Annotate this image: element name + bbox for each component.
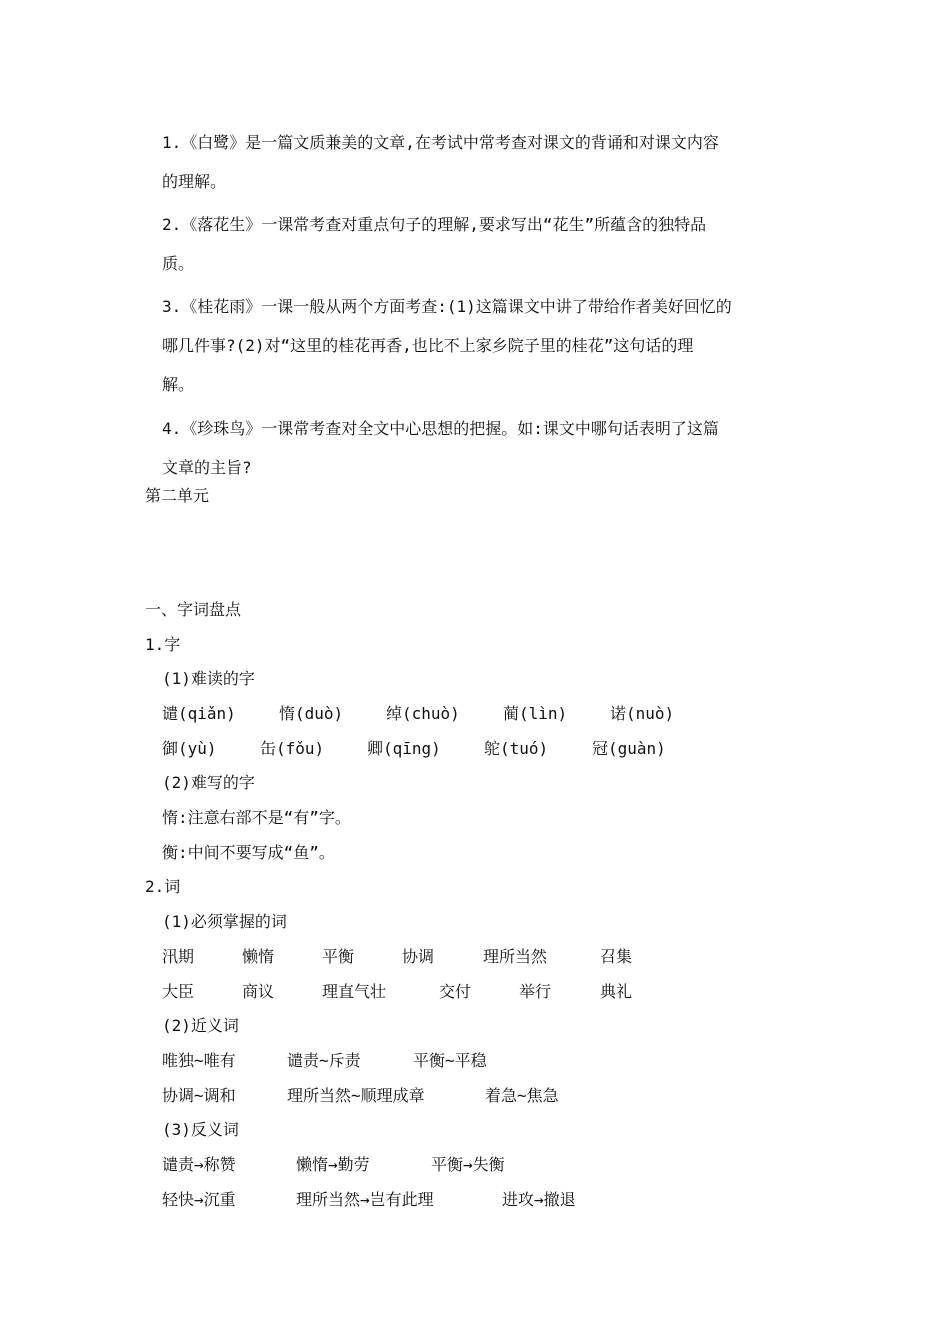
hard-read-char: 诺(nuò)	[610, 704, 675, 723]
hard-read-char: 惰(duò)	[279, 704, 344, 723]
word-item: 平衡	[322, 947, 355, 966]
word-item: 理所当然	[483, 947, 548, 966]
exam-point-2-line-2: 质。	[162, 254, 195, 273]
synonyms-row-1	[162, 1051, 622, 1071]
antonym-pair: 谴责→称赞	[162, 1155, 236, 1174]
antonym-pair: 轻快→沉重	[162, 1190, 236, 1209]
exam-point-3-line-2: 哪几件事?(2)对“这里的桂花再香,也比不上家乡院子里的桂花”这句话的理	[162, 336, 694, 355]
hard-read-char: 鸵(tuó)	[484, 739, 549, 758]
section-title: 一、字词盘点	[145, 600, 242, 619]
hard-read-char: 绰(chuò)	[386, 704, 460, 723]
antonym-pair: 理所当然→岂有此理	[296, 1190, 434, 1209]
word-item: 协调	[402, 947, 435, 966]
synonym-pair: 着急~焦急	[485, 1086, 559, 1105]
must-words-row-2	[162, 982, 682, 1002]
synonym-pair: 平衡~平稳	[413, 1051, 487, 1070]
hard-write-note-2: 衡:中间不要写成“鱼”。	[162, 843, 335, 862]
exam-point-1-line-1: 1.《白鹭》是一篇文质兼美的文章,在考试中常考查对课文的背诵和对课文内容	[162, 133, 719, 152]
hard-read-char: 卿(qīng)	[367, 739, 441, 758]
exam-point-2-line-1: 2.《落花生》一课常考查对重点句子的理解,要求写出“花生”所蕴含的独特品	[162, 215, 707, 234]
hard-read-label: (1)难读的字	[162, 669, 255, 688]
hard-read-row-2	[162, 739, 722, 759]
hard-write-label: (2)难写的字	[162, 773, 255, 792]
antonym-pair: 进攻→撤退	[502, 1190, 576, 1209]
exam-point-4-line-1: 4.《珍珠鸟》一课常考查对全文中心思想的把握。如:课文中哪句话表明了这篇	[162, 419, 719, 438]
exam-point-1-line-2: 的理解。	[162, 172, 227, 191]
word-item: 汛期	[162, 947, 195, 966]
antonym-pair: 懒惰→勤劳	[296, 1155, 370, 1174]
word-item: 商议	[242, 982, 275, 1001]
synonym-pair: 协调~调和	[162, 1086, 236, 1105]
word-item: 典礼	[600, 982, 633, 1001]
must-words-row-1	[162, 947, 682, 967]
hard-read-char: 蔺(lìn)	[503, 704, 568, 723]
words-heading: 2.词	[145, 877, 181, 896]
hard-write-note-1: 惰:注意右部不是“有”字。	[162, 808, 351, 827]
synonym-pair: 谴责~斥责	[287, 1051, 361, 1070]
exam-point-3-line-3: 解。	[162, 375, 195, 394]
must-words-label: (1)必须掌握的词	[162, 912, 287, 931]
exam-point-3-line-1: 3.《桂花雨》一课一般从两个方面考查:(1)这篇课文中讲了带给作者美好回忆的	[162, 297, 732, 316]
exam-point-4-line-2: 文章的主旨?	[162, 458, 252, 477]
hard-read-char: 御(yù)	[162, 739, 217, 758]
synonym-pair: 理所当然~顺理成章	[287, 1086, 425, 1105]
antonyms-row-2	[162, 1190, 622, 1210]
word-item: 大臣	[162, 982, 195, 1001]
synonyms-label: (2)近义词	[162, 1016, 239, 1035]
word-item: 交付	[439, 982, 472, 1001]
word-item: 懒惰	[242, 947, 275, 966]
word-item: 召集	[600, 947, 633, 966]
antonyms-label: (3)反义词	[162, 1120, 239, 1139]
word-item: 举行	[519, 982, 552, 1001]
unit-title: 第二单元	[145, 486, 210, 505]
hard-read-char: 冠(guàn)	[592, 739, 666, 758]
chars-heading: 1.字	[145, 635, 181, 654]
hard-read-char: 谴(qiǎn)	[162, 704, 236, 723]
word-item: 理直气壮	[322, 982, 387, 1001]
hard-read-char: 缶(fǒu)	[260, 739, 325, 758]
synonyms-row-2	[162, 1086, 622, 1106]
antonyms-row-1	[162, 1155, 622, 1175]
synonym-pair: 唯独~唯有	[162, 1051, 236, 1070]
hard-read-row-1	[162, 704, 722, 724]
antonym-pair: 平衡→失衡	[431, 1155, 505, 1174]
